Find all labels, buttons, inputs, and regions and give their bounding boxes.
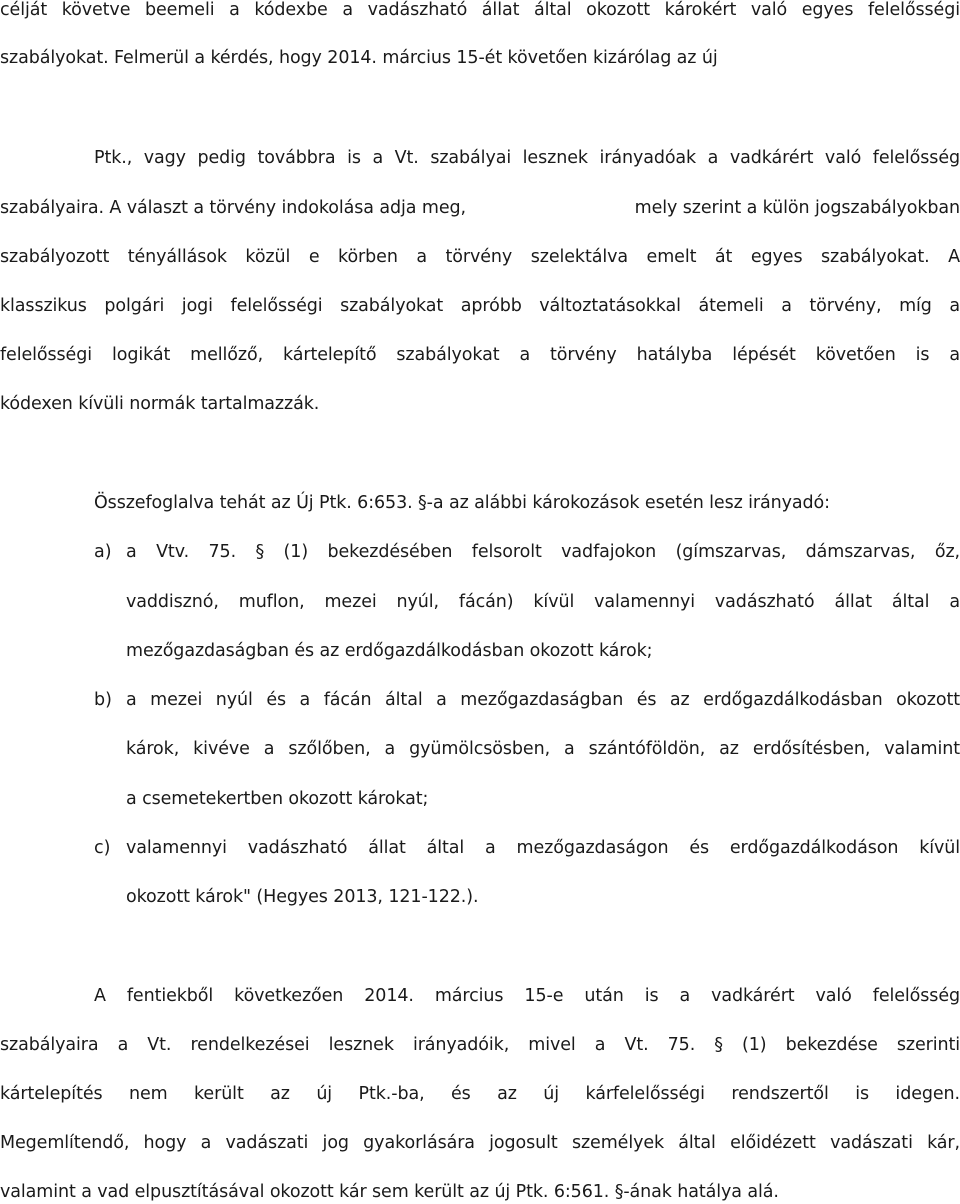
list-item-text: a Vtv. 75. § (1) bekezdésében felsorolt vadfajokon (gímszarvas, dámszarvas, őz, [126,542,960,562]
list-item-text: a csemetekertben okozott károkat; [126,789,429,809]
list-item-text: károk, kivéve a szőlőben, a gyümölcsösben, a szántóföldön, az erdősítésben, valamint [126,739,960,759]
list-label-c: c) [94,838,111,858]
text-line: szabályokat. Felmerül a kérdés, hogy 2014. március 15-ét követően kizárólag az új [0,48,718,68]
list-item-text: a mezei nyúl és a fácán által a mezőgazdaságban és az erdőgazdálkodásban okozott [126,690,960,710]
text-line: szabályaira. A választ a törvény indokolása adja meg, [0,198,466,218]
text-line: A fentiekből következően 2014. március 15-e után is a vadkárért való felelősség [94,986,960,1006]
list-item-text: vaddisznó, muflon, mezei nyúl, fácán) kívül valamennyi vadászható állat által a [126,592,960,612]
section-heading: Összefoglalva tehát az Új Ptk. 6:653. §-a az alábbi károkozások esetén lesz irányadó: [94,493,830,513]
list-item-text: valamennyi vadászható állat által a mezőgazdaságon és erdőgazdálkodáson kívül [126,838,960,858]
list-item-text: mezőgazdaságban és az erdőgazdálkodásban okozott károk; [126,641,653,661]
text-line: szabályozott tényállások közül e körben a törvény szelektálva emelt át egyes szabályokat. A [0,247,960,267]
text-line: valamint a vad elpusztításával okozott kár sem került az új Ptk. 6:561. §-ának hatálya alá. [0,1182,779,1202]
text-line: felelősségi logikát mellőző, kártelepítő szabályokat a törvény hatályba lépését követően is a [0,345,960,365]
text-line: szabályaira a Vt. rendelkezései lesznek irányadóik, mivel a Vt. 75. § (1) bekezdése szerinti [0,1035,960,1055]
text-line: klasszikus polgári jogi felelősségi szabályokat apróbb változtatásokkal átemeli a törvény, míg a [0,296,960,316]
list-label-a: a) [94,542,112,562]
text-line: mely szerint a külön jogszabályokban [634,198,960,218]
text-line: kártelepítés nem került az új Ptk.-ba, és az új kárfelelősségi rendszertől is idegen. [0,1084,960,1104]
text-line: kódexen kívüli normák tartalmazzák. [0,394,320,414]
list-item-text: okozott károk" (Hegyes 2013, 121-122.). [126,887,479,907]
text-line: Megemlítendő, hogy a vadászati jog gyakorlására jogosult személyek által előidézett vadászati kár, [0,1133,960,1153]
text-line: célját követve beemeli a kódexbe a vadászható állat által okozott károkért való egyes felelősségi [0,0,960,20]
list-label-b: b) [94,690,112,710]
text-line: Ptk., vagy pedig továbbra is a Vt. szabályai lesznek irányadóak a vadkárért való felelősség [94,148,960,168]
